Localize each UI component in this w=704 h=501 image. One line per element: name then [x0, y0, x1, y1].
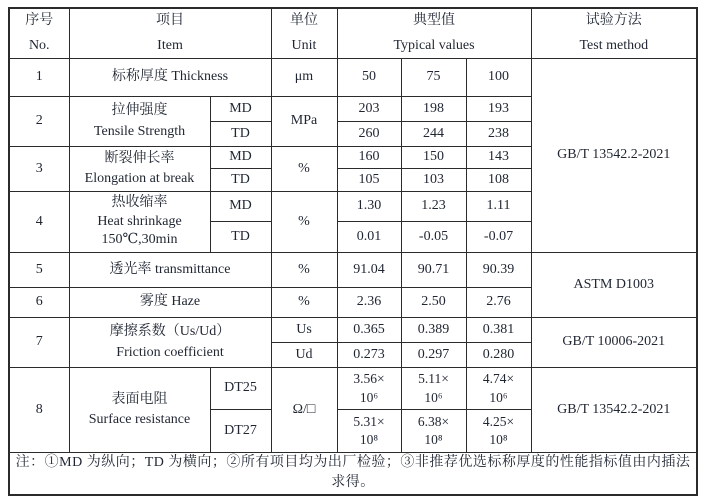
value-power: 10⁶: [359, 389, 379, 405]
header-unit-cn: 单位: [290, 13, 318, 28]
item-label-condition: 150℃,30min: [101, 232, 178, 248]
coefficient-label: Us: [271, 318, 337, 343]
row-resistance-dt25: [9, 368, 697, 410]
note-text: 注：①MD 为纵向；TD 为横向；②所有项目均为出厂检验；③非推荐优选标称厚度的性能指标值由内插法求得。: [9, 453, 697, 495]
value-power: 10⁸: [489, 432, 508, 447]
typical-value: 203: [337, 97, 401, 122]
typical-value: 260: [337, 122, 401, 147]
typical-value: 0.297: [401, 343, 466, 368]
header-method-cn: 试验方法: [585, 13, 642, 28]
row-no: 4: [9, 192, 69, 253]
item-label: [69, 147, 210, 192]
typical-value: 0.389: [401, 318, 466, 343]
header-unit-en: Unit: [291, 37, 317, 53]
header-typical-en: Typical values: [393, 37, 475, 53]
item-label-en: Elongation at break: [84, 171, 195, 186]
typical-value: 0.381: [466, 318, 531, 343]
typical-value: 2.36: [337, 288, 401, 318]
value-power: 10⁸: [359, 432, 379, 447]
item-label-cn: 摩擦系数（Us/Ud）: [109, 324, 231, 340]
header-row: [9, 8, 697, 59]
header-no-cn: 序号: [25, 13, 54, 28]
item-label-en: Surface resistance: [88, 412, 191, 427]
test-method: GB/T 13542.2-2021: [531, 59, 697, 253]
value-mantissa: 3.56×: [353, 371, 385, 387]
header-method-en: Test method: [579, 37, 649, 53]
value-mantissa: 4.74×: [482, 371, 515, 387]
typical-value: 100: [466, 59, 531, 97]
value-mantissa: 6.38×: [417, 413, 450, 429]
direction-label: MD: [210, 97, 271, 122]
item-label: [69, 368, 210, 453]
item-label-en: Tensile Strength: [93, 123, 186, 139]
value-power: 10⁶: [489, 389, 508, 405]
row-no: 6: [9, 288, 69, 318]
item-label: [69, 192, 210, 253]
typical-value: 0.365: [337, 318, 401, 343]
header-item-en: Item: [157, 37, 183, 53]
typical-value: 90.71: [401, 253, 466, 288]
header-no: [9, 8, 69, 59]
typical-value: 1.30: [337, 192, 401, 222]
direction-label: TD: [210, 122, 271, 147]
typical-value: 103: [401, 169, 466, 192]
typical-value: 50: [337, 59, 401, 97]
typical-value: [466, 368, 531, 410]
row-no: 3: [9, 147, 69, 192]
test-method: ASTM D1003: [531, 253, 697, 318]
note-row: [9, 453, 697, 495]
typical-value: 143: [466, 147, 531, 169]
value-mantissa: 5.11×: [418, 371, 449, 387]
typical-value: [337, 410, 401, 453]
typical-value: 244: [401, 122, 466, 147]
unit-label: MPa: [271, 97, 337, 147]
typical-value: [337, 368, 401, 410]
row-transmittance: [9, 253, 697, 288]
unit-label: μm: [271, 59, 337, 97]
typical-value: 193: [466, 97, 531, 122]
item-label: [69, 318, 271, 368]
typical-value: -0.05: [401, 222, 466, 253]
typical-value: 75: [401, 59, 466, 97]
spec-sheet: [8, 7, 698, 496]
typical-value: 160: [337, 147, 401, 169]
direction-label: TD: [210, 169, 271, 192]
item-label-en: Friction coefficient: [116, 344, 224, 360]
typical-value: 105: [337, 169, 401, 192]
unit-label: %: [271, 288, 337, 318]
value-power: 10⁸: [424, 432, 443, 447]
item-label-cn: 表面电阻: [111, 391, 168, 407]
typical-value: -0.07: [466, 222, 531, 253]
typical-value: 1.11: [466, 192, 531, 222]
unit-label: %: [271, 147, 337, 192]
item-label: [69, 97, 210, 147]
typical-value: 2.76: [466, 288, 531, 318]
value-power: 10⁶: [424, 389, 443, 405]
direction-label: TD: [210, 222, 271, 253]
header-item-cn: 项目: [156, 13, 184, 28]
typical-value: [401, 410, 466, 453]
item-label-en: Heat shrinkage: [97, 213, 182, 229]
typical-value: 150: [401, 147, 466, 169]
value-mantissa: 5.31×: [353, 413, 385, 429]
typical-value: 0.280: [466, 343, 531, 368]
direction-label: MD: [210, 147, 271, 169]
header-unit: [271, 8, 337, 59]
typical-value: 90.39: [466, 253, 531, 288]
header-item: [69, 8, 271, 59]
typical-value: 108: [466, 169, 531, 192]
typical-value: 2.50: [401, 288, 466, 318]
typical-value: [466, 410, 531, 453]
header-typical-cn: 典型值: [413, 13, 456, 28]
row-no: 2: [9, 97, 69, 147]
test-method: GB/T 10006-2021: [531, 318, 697, 368]
typical-value: 0.01: [337, 222, 401, 253]
item-label: 标称厚度 Thickness: [69, 59, 271, 97]
typical-value: 0.273: [337, 343, 401, 368]
unit-label: Ω/□: [271, 368, 337, 453]
item-label-cn: 断裂伸长率: [104, 150, 175, 166]
row-friction-us: [9, 318, 697, 343]
item-label: 雾度 Haze: [69, 288, 271, 318]
row-thickness: [9, 59, 697, 97]
test-method: GB/T 13542.2-2021: [531, 368, 697, 453]
value-mantissa: 4.25×: [482, 413, 515, 429]
unit-label: %: [271, 253, 337, 288]
row-no: 1: [9, 59, 69, 97]
grade-label: DT27: [210, 410, 271, 453]
unit-label: %: [271, 192, 337, 253]
typical-value: 198: [401, 97, 466, 122]
item-label-cn: 热收缩率: [111, 194, 168, 210]
row-no: 7: [9, 318, 69, 368]
item-label: 透光率 transmittance: [69, 253, 271, 288]
row-no: 8: [9, 368, 69, 453]
grade-label: DT25: [210, 368, 271, 410]
row-no: 5: [9, 253, 69, 288]
typical-value: 91.04: [337, 253, 401, 288]
direction-label: MD: [210, 192, 271, 222]
typical-value: 1.23: [401, 192, 466, 222]
header-typical: [337, 8, 531, 59]
spec-table: [8, 7, 698, 496]
coefficient-label: Ud: [271, 343, 337, 368]
header-method: [531, 8, 697, 59]
typical-value: 238: [466, 122, 531, 147]
header-no-en: No.: [28, 37, 50, 53]
typical-value: [401, 368, 466, 410]
item-label-cn: 拉伸强度: [111, 103, 168, 119]
